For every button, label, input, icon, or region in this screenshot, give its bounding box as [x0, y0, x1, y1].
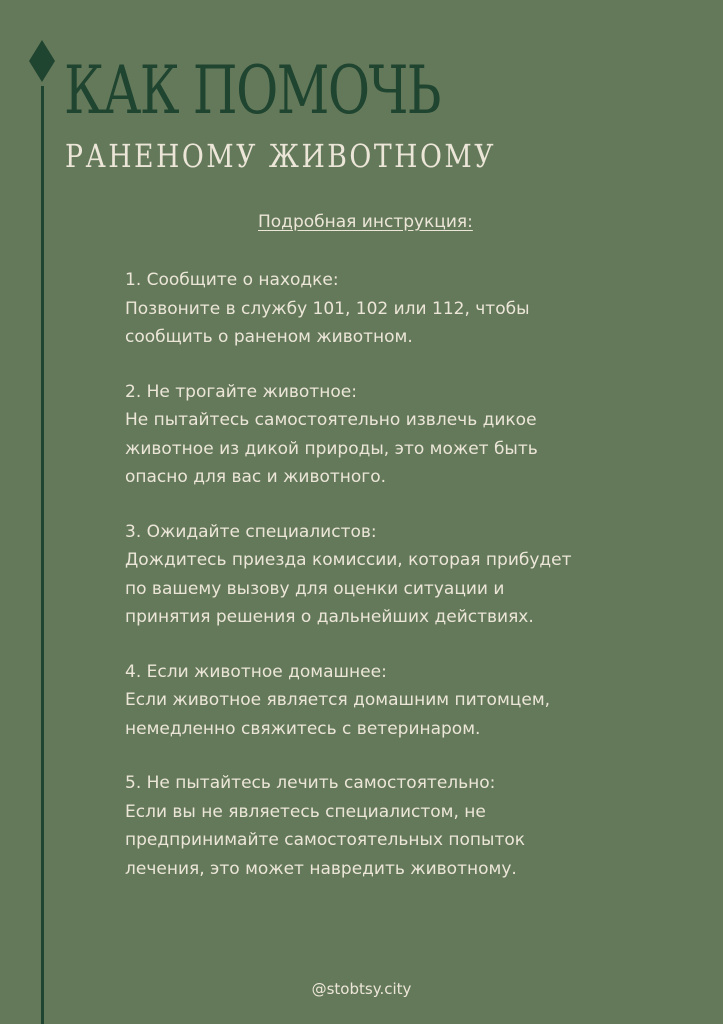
- step-5-text-line: лечения, это может навредить животному.: [125, 858, 517, 879]
- step-4-text-line: немедленно свяжитесь с ветеринаром.: [125, 718, 481, 739]
- step-1: [125, 266, 685, 352]
- diamond-icon: [29, 40, 55, 82]
- step-3-title: 3. Ожидайте специалистов:: [125, 521, 377, 542]
- step-2-text-line: Не пытайтесь самостоятельно извлечь дикое: [125, 410, 537, 430]
- decorative-vertical-line: [41, 86, 44, 1024]
- step-3-text-line: принятия решения о дальнейших действиях.: [125, 607, 534, 627]
- step-3: [125, 518, 685, 632]
- step-4-title: 4. Если животное домашнее:: [125, 661, 387, 682]
- step-5-text-line: предпринимайте самостоятельных попыток: [125, 830, 526, 850]
- step-2-text-line: животное из дикой природы, это может быть: [125, 438, 538, 459]
- step-1-text-line: сообщить о раненом животном.: [125, 327, 413, 347]
- step-4-text-line: Если животное является домашним питомцем,: [125, 690, 551, 710]
- step-3-text-line: Дождитесь приезда комиссии, которая прибудет: [125, 550, 572, 570]
- step-1-text-line: Позвоните в службу 101, 102 или 112, чтобы: [125, 298, 530, 319]
- poster-title: КАК ПОМОЧЬ: [64, 52, 440, 129]
- social-handle: @stobtsy.city: [311, 980, 412, 998]
- step-1-title: 1. Сообщите о находке:: [125, 270, 339, 290]
- step-5-text-line: Если вы не являетесь специалистом, не: [125, 801, 486, 822]
- step-5-title: 5. Не пытайтесь лечить самостоятельно:: [125, 773, 496, 793]
- step-2-text-line: опасно для вас и животного.: [125, 467, 387, 487]
- step-3-text-line: по вашему вызову для оценки ситуации и: [125, 578, 505, 599]
- step-2: [125, 378, 685, 492]
- step-4: [125, 658, 685, 744]
- instructions-heading: Подробная инструкция:: [258, 212, 473, 232]
- step-5: [125, 769, 685, 883]
- step-2-title: 2. Не трогайте животное:: [125, 381, 357, 402]
- steps-list: [125, 266, 685, 909]
- poster-subtitle: РАНЕНОМУ ЖИВОТНОМУ: [65, 137, 497, 175]
